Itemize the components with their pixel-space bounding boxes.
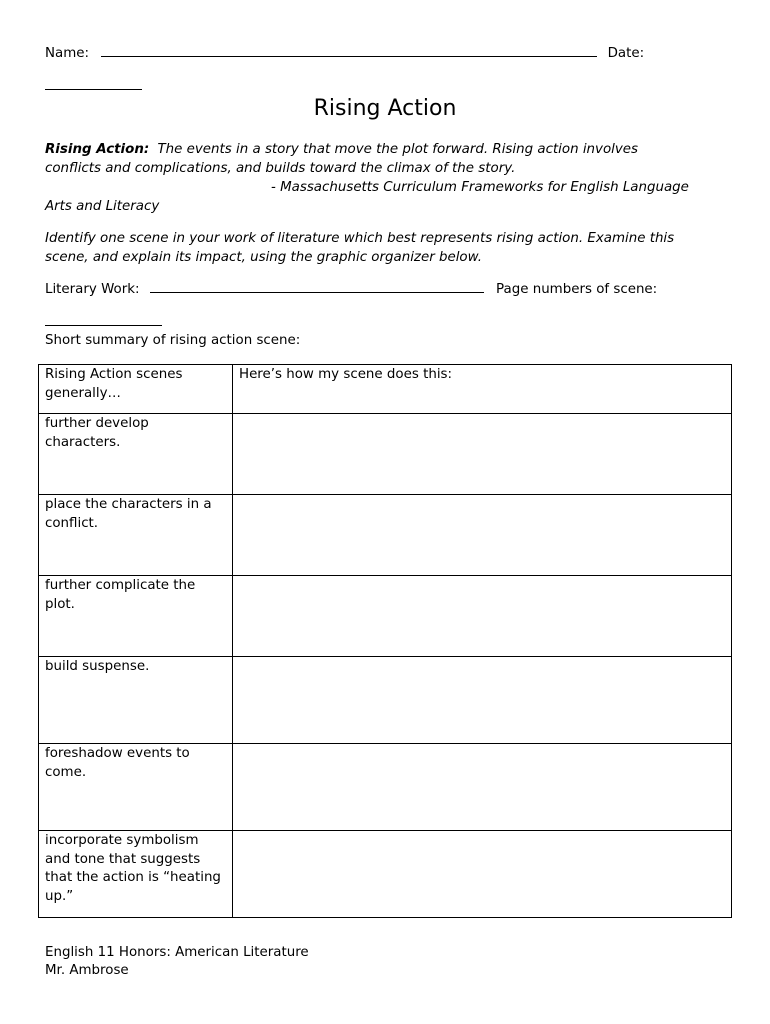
name-field-row: [45, 46, 644, 61]
literary-work-row: [45, 282, 657, 297]
row-prompt-cell: further complicate the plot.: [39, 576, 233, 657]
row-prompt-cell: build suspense.: [39, 657, 233, 744]
row-prompt-cell: place the characters in a conflict.: [39, 495, 233, 576]
row-answer-cell[interactable]: [233, 657, 732, 744]
definition-line-1: [45, 142, 638, 157]
table-row: [39, 744, 732, 831]
literary-work-blank[interactable]: [150, 292, 484, 293]
definition-text-2: conflicts and complications, and builds toward the climax of the story.: [45, 161, 516, 176]
definition-text-1: The events in a story that move the plot forward. Rising action involves: [157, 142, 639, 157]
definition-source-2: Arts and Literacy: [45, 199, 160, 214]
date-blank[interactable]: [45, 89, 142, 90]
date-label: Date:: [607, 46, 645, 61]
table-row: [39, 414, 732, 495]
instructions-line-1: Identify one scene in your work of literature which best represents rising action. Examine this: [45, 231, 675, 246]
page-numbers-label: Page numbers of scene:: [496, 282, 658, 297]
name-label: Name:: [45, 46, 90, 61]
page-numbers-blank[interactable]: [45, 325, 162, 326]
row-prompt-cell: incorporate symbolism and tone that suggests that the action is “heating up.”: [39, 831, 233, 918]
row-prompt-cell: foreshadow events to come.: [39, 744, 233, 831]
row-answer-cell[interactable]: [233, 576, 732, 657]
definition-source-1: - Massachusetts Curriculum Frameworks for English Language: [271, 180, 689, 195]
graphic-organizer-table: [38, 364, 732, 918]
literary-work-label: Literary Work:: [45, 282, 140, 297]
row-answer-cell[interactable]: [233, 744, 732, 831]
table-row: [39, 495, 732, 576]
header-left-cell: Rising Action scenes generally…: [39, 365, 233, 414]
table-row: [39, 576, 732, 657]
name-blank[interactable]: [101, 56, 597, 57]
date-blank-row: [45, 79, 142, 94]
footer-course: English 11 Honors: American Literature: [45, 945, 309, 960]
definition-term: Rising Action:: [45, 142, 150, 157]
row-prompt-cell: further develop characters.: [39, 414, 233, 495]
summary-label: Short summary of rising action scene:: [45, 333, 301, 348]
footer-teacher: Mr. Ambrose: [45, 963, 129, 978]
row-answer-cell[interactable]: [233, 831, 732, 918]
table-row: [39, 831, 732, 918]
header-right-cell: Here’s how my scene does this:: [233, 365, 732, 414]
page-title: Rising Action: [313, 96, 457, 121]
row-answer-cell[interactable]: [233, 414, 732, 495]
page-numbers-blank-row: [45, 315, 162, 330]
row-answer-cell[interactable]: [233, 495, 732, 576]
table-header-row: [39, 365, 732, 414]
instructions-line-2: scene, and explain its impact, using the graphic organizer below.: [45, 250, 482, 265]
table-row: [39, 657, 732, 744]
